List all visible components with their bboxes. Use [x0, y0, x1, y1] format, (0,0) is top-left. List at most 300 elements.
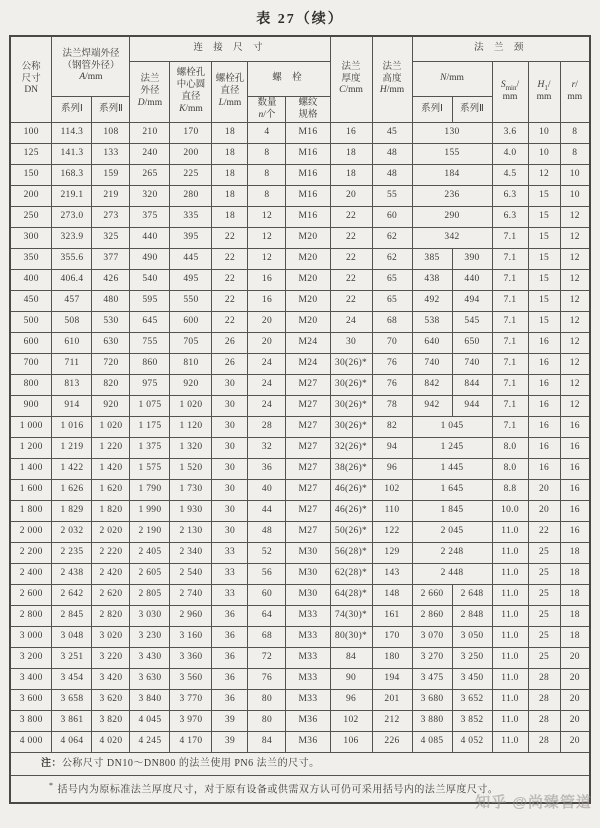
cell: 48 [372, 165, 412, 186]
cell: M30 [286, 543, 330, 564]
cell: 15 [528, 228, 560, 249]
cell: 755 [130, 333, 170, 354]
cell: 32 [248, 438, 286, 459]
cell: 11.0 [492, 648, 528, 669]
cell: M36 [286, 732, 330, 753]
cell: 56 [248, 564, 286, 585]
cell: 7.1 [492, 375, 528, 396]
cell: 530 [92, 312, 130, 333]
cell: 48 [372, 144, 412, 165]
cell: 720 [92, 354, 130, 375]
cell: 600 [170, 312, 212, 333]
cell: 10.0 [492, 501, 528, 522]
cell: M27 [286, 396, 330, 417]
cell: 36 [248, 459, 286, 480]
cell: 844 [452, 375, 492, 396]
cell: 813 [52, 375, 92, 396]
cell: M16 [286, 165, 330, 186]
cell: 1 930 [170, 501, 212, 522]
cell: 1 020 [170, 396, 212, 417]
cell: 10 [560, 186, 590, 207]
cell: 3 658 [52, 690, 92, 711]
cell: 325 [92, 228, 130, 249]
cell: 22 [212, 228, 248, 249]
cell: 30 [212, 396, 248, 417]
table-header [10, 36, 590, 123]
cell: 395 [170, 228, 212, 249]
watermark: 知乎 @尚臻管道 [475, 794, 592, 811]
cell: 1 645 [412, 480, 492, 501]
cell: 12 [560, 396, 590, 417]
cell: 30 [212, 417, 248, 438]
cell: 106 [330, 732, 372, 753]
cell: 12 [560, 207, 590, 228]
cell: 3 840 [130, 690, 170, 711]
cell: 12 [248, 249, 286, 270]
cell: 2 020 [92, 522, 130, 543]
cell: 102 [372, 480, 412, 501]
cell: 944 [452, 396, 492, 417]
cell: 3 070 [412, 627, 452, 648]
cell: 30(26)* [330, 375, 372, 396]
cell-dn: 3 800 [10, 711, 52, 732]
table-footnote [10, 776, 590, 804]
cell: 3 270 [412, 648, 452, 669]
cell: 200 [170, 144, 212, 165]
table-row [10, 228, 590, 249]
cell: 16 [528, 459, 560, 480]
cell: 2 248 [412, 543, 492, 564]
cell: 22 [330, 249, 372, 270]
cell: 16 [560, 459, 590, 480]
note-label: 注： [40, 757, 62, 769]
cell: 30 [212, 480, 248, 501]
cell-dn: 500 [10, 312, 52, 333]
cell: M27 [286, 438, 330, 459]
cell: 36 [212, 627, 248, 648]
cell: 11.0 [492, 522, 528, 543]
cell: 355.6 [52, 249, 92, 270]
cell: 406.4 [52, 270, 92, 291]
cell: 24 [330, 312, 372, 333]
cell: 30 [212, 522, 248, 543]
cell: 1 730 [170, 480, 212, 501]
cell: 2 220 [92, 543, 130, 564]
cell: 426 [92, 270, 130, 291]
cell: M16 [286, 144, 330, 165]
cell: 540 [130, 270, 170, 291]
cell: 1 520 [170, 459, 212, 480]
cell: 44 [248, 501, 286, 522]
cell: 18 [560, 627, 590, 648]
cell: M20 [286, 249, 330, 270]
cell: M30 [286, 564, 330, 585]
cell: 33 [212, 564, 248, 585]
cell: 20 [560, 711, 590, 732]
cell: 1 375 [130, 438, 170, 459]
cell: 20 [560, 732, 590, 753]
cell: 159 [92, 165, 130, 186]
cell: 26 [212, 333, 248, 354]
header-h1: $H_1/$ mm [528, 62, 560, 123]
cell: 30 [330, 333, 372, 354]
cell: 1 219 [52, 438, 92, 459]
cell: 1 990 [130, 501, 170, 522]
cell: 28 [528, 690, 560, 711]
cell: 60 [372, 207, 412, 228]
header-weld-end-od [52, 36, 130, 97]
cell: 480 [92, 291, 130, 312]
cell: 342 [412, 228, 492, 249]
cell: M16 [286, 186, 330, 207]
cell-dn: 1 800 [10, 501, 52, 522]
cell: 2 860 [412, 606, 452, 627]
cell: 4 [248, 123, 286, 144]
header-r: r/ mm [560, 62, 590, 123]
cell: 2 642 [52, 585, 92, 606]
cell: 68 [372, 312, 412, 333]
cell: 18 [212, 123, 248, 144]
cell: 102 [330, 711, 372, 732]
cell: 3 360 [170, 648, 212, 669]
cell: 108 [92, 123, 130, 144]
cell: 4 020 [92, 732, 130, 753]
cell: 11.0 [492, 669, 528, 690]
cell: 16 [528, 396, 560, 417]
cell: 2 540 [170, 564, 212, 585]
cell: 820 [92, 375, 130, 396]
cell: 76 [372, 375, 412, 396]
cell: 64(28)* [330, 585, 372, 606]
footnote-text: 括号内为原标准法兰厚度尺寸，对于原有设备或供需双方认可仍可采用括号内的法兰厚度尺寸。 [57, 784, 499, 796]
cell: 16 [560, 522, 590, 543]
cell: 920 [92, 396, 130, 417]
cell: 30 [212, 375, 248, 396]
cell: 3 230 [130, 627, 170, 648]
cell: 16 [248, 270, 286, 291]
note-row [10, 753, 590, 776]
cell: 440 [452, 270, 492, 291]
cell: 3 420 [92, 669, 130, 690]
cell: 194 [372, 669, 412, 690]
cell: 3 680 [412, 690, 452, 711]
cell: 70 [372, 333, 412, 354]
cell: 25 [528, 564, 560, 585]
cell: 385 [412, 249, 452, 270]
cell: 490 [130, 249, 170, 270]
cell: 942 [412, 396, 452, 417]
cell: 133 [92, 144, 130, 165]
cell: 3 251 [52, 648, 92, 669]
cell: 65 [372, 291, 412, 312]
cell: 375 [130, 207, 170, 228]
footnote-marker: * [48, 781, 54, 791]
cell: 508 [52, 312, 92, 333]
header-bolt: 螺 栓 [248, 62, 330, 97]
cell: 3 620 [92, 690, 130, 711]
cell: 2 605 [130, 564, 170, 585]
cell: 40 [248, 480, 286, 501]
cell: 740 [452, 354, 492, 375]
cell: 18 [330, 144, 372, 165]
cell: 80(30)* [330, 627, 372, 648]
cell: 2 235 [52, 543, 92, 564]
cell-dn: 250 [10, 207, 52, 228]
cell: 82 [372, 417, 412, 438]
cell: 11.0 [492, 543, 528, 564]
cell: 20 [528, 501, 560, 522]
cell: 2 648 [452, 585, 492, 606]
table-row [10, 186, 590, 207]
cell-dn: 100 [10, 123, 52, 144]
table-row [10, 585, 590, 606]
cell: 30 [212, 501, 248, 522]
cell: 8.8 [492, 480, 528, 501]
cell: 8 [248, 144, 286, 165]
cell-dn: 700 [10, 354, 52, 375]
cell: 22 [212, 312, 248, 333]
cell: M27 [286, 501, 330, 522]
cell: 457 [52, 291, 92, 312]
header-flange-height: 法兰 高度 H/mm [372, 36, 412, 123]
cell: 11.0 [492, 585, 528, 606]
cell: 4 085 [412, 732, 452, 753]
table-row [10, 312, 590, 333]
cell: 640 [412, 333, 452, 354]
cell: 842 [412, 375, 452, 396]
cell: 2 660 [412, 585, 452, 606]
cell: 74(30)* [330, 606, 372, 627]
cell: 168.3 [52, 165, 92, 186]
cell-dn: 2 200 [10, 543, 52, 564]
cell: 4 052 [452, 732, 492, 753]
cell: 3 250 [452, 648, 492, 669]
cell: 16 [528, 375, 560, 396]
cell: 11.0 [492, 690, 528, 711]
table-body [10, 123, 590, 753]
cell: 36 [212, 669, 248, 690]
cell: 24 [248, 396, 286, 417]
cell: 36 [212, 648, 248, 669]
cell: M27 [286, 375, 330, 396]
cell: 25 [528, 648, 560, 669]
cell: 7.1 [492, 228, 528, 249]
cell: 80 [248, 690, 286, 711]
cell: M24 [286, 333, 330, 354]
cell: 20 [248, 312, 286, 333]
cell: 3 160 [170, 627, 212, 648]
cell: 122 [372, 522, 412, 543]
header-row-1 [10, 36, 590, 62]
cell: 22 [212, 291, 248, 312]
cell-dn: 4 000 [10, 732, 52, 753]
cell: 12 [560, 291, 590, 312]
cell: M20 [286, 291, 330, 312]
cell: 323.9 [52, 228, 92, 249]
cell: 1 075 [130, 396, 170, 417]
cell: 12 [560, 228, 590, 249]
cell-dn: 3 400 [10, 669, 52, 690]
cell: 20 [330, 186, 372, 207]
cell: 20 [528, 480, 560, 501]
cell: 7.1 [492, 249, 528, 270]
cell: 90 [330, 669, 372, 690]
cell: 4 045 [130, 711, 170, 732]
cell-dn: 350 [10, 249, 52, 270]
cell: 1 820 [92, 501, 130, 522]
cell: 30(26)* [330, 417, 372, 438]
cell: 440 [130, 228, 170, 249]
cell: 8 [560, 144, 590, 165]
cell: 76 [372, 354, 412, 375]
cell: 610 [52, 333, 92, 354]
cell: 3 970 [170, 711, 212, 732]
cell: 16 [560, 501, 590, 522]
header-flange-neck: 法 兰 颈 [412, 36, 590, 62]
cell-dn: 600 [10, 333, 52, 354]
cell: 6.3 [492, 186, 528, 207]
cell: 210 [130, 123, 170, 144]
cell: 15 [528, 186, 560, 207]
cell: 2 032 [52, 522, 92, 543]
cell: 3 861 [52, 711, 92, 732]
header-n-series1: 系列Ⅰ [412, 97, 452, 123]
cell: 1 626 [52, 480, 92, 501]
cell: 141.3 [52, 144, 92, 165]
cell: 492 [412, 291, 452, 312]
cell: 1 175 [130, 417, 170, 438]
cell: 18 [560, 606, 590, 627]
header-s-min: $S_{min}/$ mm [492, 62, 528, 123]
header-connection-dims: 连 接 尺 寸 [130, 36, 330, 62]
table-row [10, 564, 590, 585]
cell: 1 422 [52, 459, 92, 480]
cell: 4.0 [492, 144, 528, 165]
table-row [10, 165, 590, 186]
cell: 914 [52, 396, 92, 417]
table-row [10, 459, 590, 480]
cell: M33 [286, 606, 330, 627]
cell: 11.0 [492, 711, 528, 732]
cell: 445 [170, 249, 212, 270]
table-row [10, 648, 590, 669]
cell: 320 [130, 186, 170, 207]
cell: 20 [560, 690, 590, 711]
cell-dn: 2 800 [10, 606, 52, 627]
cell: 10 [528, 144, 560, 165]
cell: 161 [372, 606, 412, 627]
cell: 12 [560, 249, 590, 270]
cell: 16 [560, 417, 590, 438]
cell-dn: 1 200 [10, 438, 52, 459]
cell: 30 [212, 459, 248, 480]
cell: 18 [212, 144, 248, 165]
cell: 18 [212, 165, 248, 186]
cell: 25 [528, 585, 560, 606]
cell: 15 [528, 291, 560, 312]
cell: 25 [528, 627, 560, 648]
cell: 860 [130, 354, 170, 375]
cell-dn: 400 [10, 270, 52, 291]
cell-dn: 1 000 [10, 417, 52, 438]
cell: 180 [372, 648, 412, 669]
cell: 494 [452, 291, 492, 312]
cell: 1 790 [130, 480, 170, 501]
cell: 62 [372, 249, 412, 270]
table-row [10, 480, 590, 501]
cell: 33 [212, 585, 248, 606]
cell: 84 [248, 732, 286, 753]
cell: 20 [560, 669, 590, 690]
cell: 1 020 [92, 417, 130, 438]
cell: M30 [286, 585, 330, 606]
cell: M27 [286, 480, 330, 501]
cell: M24 [286, 354, 330, 375]
cell: 46(26)* [330, 501, 372, 522]
cell: 22 [212, 249, 248, 270]
cell: 30(26)* [330, 396, 372, 417]
cell: 94 [372, 438, 412, 459]
cell: 810 [170, 354, 212, 375]
header-flange-thickness: 法兰 厚度 C/mm [330, 36, 372, 123]
header-a-series1: 系列Ⅰ [52, 97, 92, 123]
cell: 16 [528, 438, 560, 459]
cell: 8 [248, 186, 286, 207]
cell: 8 [560, 123, 590, 144]
cell: 22 [330, 270, 372, 291]
cell-dn: 300 [10, 228, 52, 249]
cell: 12 [560, 375, 590, 396]
cell: 15 [528, 249, 560, 270]
cell: 201 [372, 690, 412, 711]
cell-dn: 3 600 [10, 690, 52, 711]
cell: 20 [248, 333, 286, 354]
cell: 2 190 [130, 522, 170, 543]
cell: 12 [560, 270, 590, 291]
table-row [10, 354, 590, 375]
cell: M16 [286, 123, 330, 144]
cell: 740 [412, 354, 452, 375]
table-row [10, 375, 590, 396]
cell: 25 [528, 606, 560, 627]
table-row [10, 270, 590, 291]
cell: 2 405 [130, 543, 170, 564]
cell: 28 [528, 711, 560, 732]
cell: 26 [212, 354, 248, 375]
cell: 3 454 [52, 669, 92, 690]
cell: M33 [286, 669, 330, 690]
cell: 3 880 [412, 711, 452, 732]
cell: 225 [170, 165, 212, 186]
cell: 18 [330, 165, 372, 186]
cell: 24 [248, 354, 286, 375]
cell: 39 [212, 732, 248, 753]
table-row [10, 669, 590, 690]
cell: 55 [372, 186, 412, 207]
cell-dn: 2 000 [10, 522, 52, 543]
cell: 62(28)* [330, 564, 372, 585]
cell: 45 [372, 123, 412, 144]
cell: 110 [372, 501, 412, 522]
cell: M27 [286, 417, 330, 438]
cell: 148 [372, 585, 412, 606]
cell: 273 [92, 207, 130, 228]
header-bolt-hole-dia: 螺栓孔 直径 L/mm [212, 62, 248, 123]
cell: 545 [452, 312, 492, 333]
cell: M33 [286, 690, 330, 711]
cell: 219 [92, 186, 130, 207]
cell: 7.1 [492, 270, 528, 291]
